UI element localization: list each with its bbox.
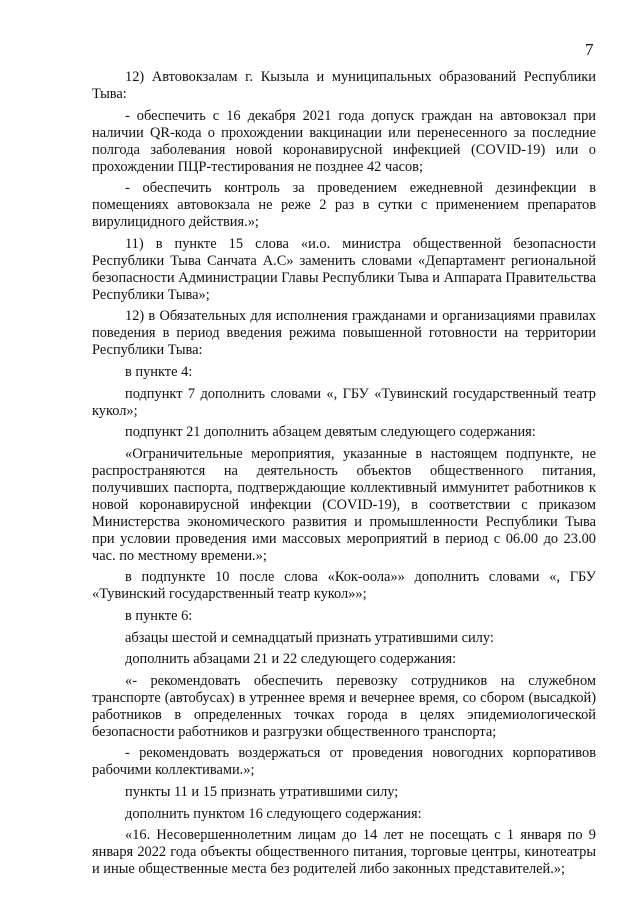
paragraph: - обеспечить с 16 декабря 2021 года допуск граждан на автовокзал при наличии QR-кода о прохождении вакцинации или перенесенного за последние полгода заболевания новой коронавирусной инфекцией (COVID-19) или о прохождении ПЦР-тестирования не позднее 42 часов; xyxy=(92,107,596,175)
page-number: 7 xyxy=(585,40,594,59)
paragraph: в пункте 6: xyxy=(125,607,193,624)
paragraph: «Ограничительные мероприятия, указанные в настоящем подпункте, не распространяются на деятельность объектов общественного питания, получивших паспорта, подтверждающие коллективный иммунитет работников к новой коронавирусной инфекции (COVID-19), в соответствии с приказом Министерства экономического развития и промышленности Республики Тыва при условии проведения ими массовых мероприятий в период с 06.00 до 23.00 час. по местному времени.»; xyxy=(92,445,596,564)
paragraph: «- рекомендовать обеспечить перевозку сотрудников на служебном транспорте (автобусах) в утреннее время и вечернее время, со сбором (высадкой) работников в определенных точках города в целях эпидемиологической безопасности работников и разгрузки общественного транспорта; xyxy=(92,672,596,740)
body-text xyxy=(92,69,596,883)
paragraph: подпункт 21 дополнить абзацем девятым следующего содержания: xyxy=(125,424,536,441)
paragraph: 12) Автовокзалам г. Кызыла и муниципальных образований Республики Тыва: xyxy=(92,69,596,102)
paragraph: пункты 11 и 15 признать утратившими силу; xyxy=(125,783,399,800)
paragraph: в пункте 4: xyxy=(125,363,193,380)
paragraph: дополнить пунктом 16 следующего содержания: xyxy=(125,805,422,822)
paragraph: - рекомендовать воздержаться от проведения новогодних корпоративов рабочими коллективами.»; xyxy=(92,745,596,779)
paragraph: 12) в Обязательных для исполнения гражданами и организациями правилах поведения в период введения режима повышенной готовности на территории Республики Тыва: xyxy=(92,308,596,359)
paragraph: «16. Несовершеннолетним лицам до 14 лет не посещать с 1 января по 9 января 2022 года объекты общественного питания, торговые центры, кинотеатры и иные общественные места без родителей либо законных представителей.»; xyxy=(92,827,596,878)
paragraph: 11) в пункте 15 слова «и.о. министра общественной безопасности Республики Тыва Санчата А.С» заменить словами «Департамент региональной безопасности Администрации Главы Республики Тыва и Аппарата Правительства Республики Тыва»; xyxy=(92,235,596,303)
paragraph: абзацы шестой и семнадцатый признать утратившими силу: xyxy=(125,629,494,646)
paragraph: подпункт 7 дополнить словами «, ГБУ «Тувинский государственный театр кукол»; xyxy=(92,385,596,419)
paragraph: - обеспечить контроль за проведением ежедневной дезинфекции в помещениях автовокзала не реже 2 раз в сутки с применением препаратов вирулицидного действия.»; xyxy=(92,180,596,231)
paragraph: дополнить абзацами 21 и 22 следующего содержания: xyxy=(125,651,457,668)
paragraph: в подпункте 10 после слова «Кок-оола»» дополнить словами «, ГБУ «Тувинский государственный театр кукол»»; xyxy=(92,569,596,603)
